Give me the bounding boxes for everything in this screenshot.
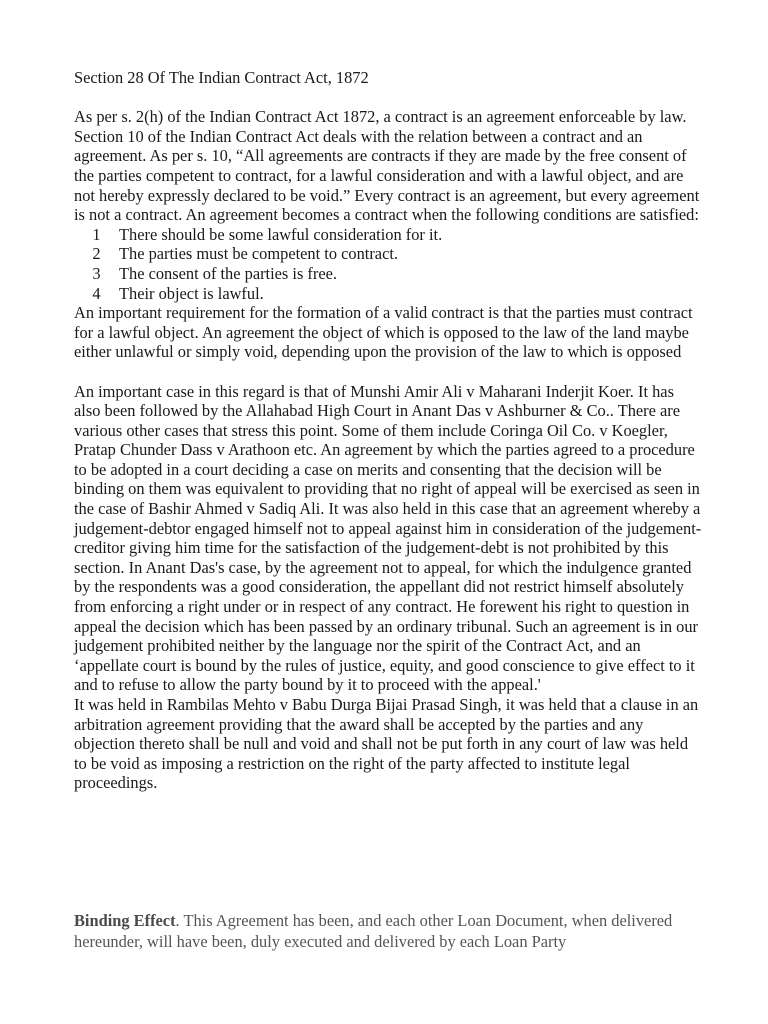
- list-item-text: Their object is lawful.: [119, 283, 264, 303]
- binding-effect-heading: Binding Effect: [74, 911, 176, 930]
- list-item: [74, 284, 704, 304]
- list-item: [74, 244, 704, 264]
- binding-effect-excerpt: [74, 910, 704, 952]
- list-item: [74, 264, 704, 284]
- conditions-list: [74, 225, 704, 303]
- list-item-number: 1: [92, 224, 101, 244]
- requirement-paragraph: An important requirement for the formation of a valid contract is that the parties must contract for a lawful object. An agreement the object of which is opposed to the law of the land maybe either unlawful or simply void, depending upon the provision of the law to which is opposed: [74, 303, 693, 362]
- binding-effect-text: . This Agreement has been, and each other Loan Document, when delivered hereunder, will have been, duly executed and delivered by each Loan Party: [74, 911, 673, 951]
- list-item-text: There should be some lawful consideration for it.: [119, 224, 443, 244]
- document-title: Section 28 Of The Indian Contract Act, 1872: [74, 68, 369, 87]
- list-item-number: 4: [92, 283, 101, 303]
- intro-paragraph: As per s. 2(h) of the Indian Contract Act 1872, a contract is an agreement enforceable by law. Section 10 of the Indian Contract Act deals with the relation between a contract and an agreement. As per s. 10, “All agreements are contracts if they are made by the free consent of the parties competent to contract, for a lawful consideration and with a lawful object, and are not hereby expressly declared to be void.” Every contract is an agreement, but every agreement is not a contract. An agreement becomes a contract when the following conditions are satisfied:: [74, 107, 700, 225]
- rambilas-paragraph: It was held in Rambilas Mehto v Babu Durga Bijai Prasad Singh, it was held that a clause in an arbitration agreement providing that the award shall be accepted by the parties and any objection thereto shall be null and void and shall not be put forth in any court of law was held to be void as imposing a restriction on the right of the party affected to institute legal proceedings.: [74, 695, 699, 793]
- paragraph-spacer: [74, 362, 704, 382]
- document-body: [74, 68, 704, 793]
- list-item-text: The parties must be competent to contract.: [119, 244, 399, 264]
- list-item: [74, 225, 704, 245]
- case-paragraph: An important case in this regard is that of Munshi Amir Ali v Maharani Inderjit Koer. It has also been followed by the Allahabad High Court in Anant Das v Ashburner & Co.. There are various other cases that stress this point. Some of them include Coringa Oil Co. v Koegler, Pratap Chunder Dass v Arathoon etc. An agreement by which the parties agreed to a procedure to be adopted in a court deciding a case on merits and consenting that the decision will be binding on them was equivalent to providing that no right of appeal will be exercised as seen in the case of Bashir Ahmed v Sadiq Ali. It was also held in this case that an agreement whereby a judgement-debtor engaged himself not to appeal against him in consideration of the judgement-creditor giving him time for the satisfaction of the judgement-debt is not prohibited by this section. In Anant Das's case, by the agreement not to appeal, for which the indulgence granted by the respondents was a good consideration, the appellant did not restrict himself absolutely from enforcing a right under or in respect of any contract. He forewent his right to question in appeal the decision which has been passed by an ordinary tribunal. Such an agreement is in our judgement prohibited neither by the language nor the spirit of the Contract Act, and an ‘appellate court is bound by the rules of justice, equity, and good conscience to give effect to it and to refuse to allow the party bound by it to proceed with the appeal.': [74, 381, 702, 695]
- list-item-text: The consent of the parties is free.: [119, 263, 338, 283]
- list-item-number: 2: [92, 244, 101, 264]
- list-item-number: 3: [92, 263, 101, 283]
